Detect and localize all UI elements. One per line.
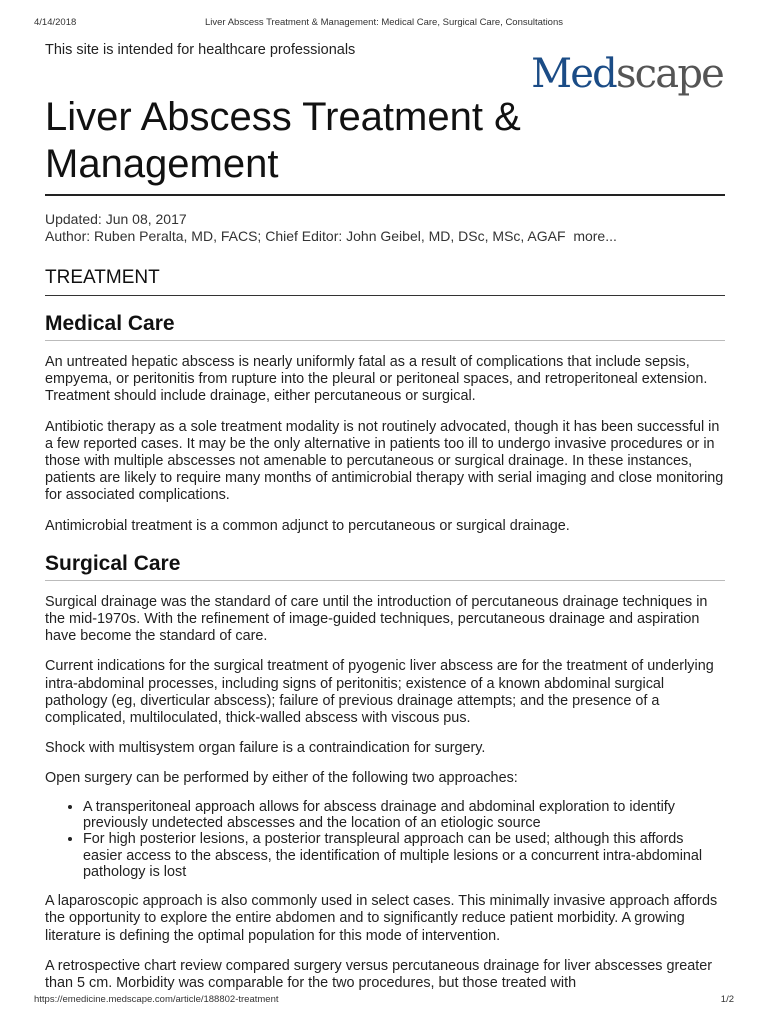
print-header [34,17,734,31]
more-link[interactable]: more... [573,228,617,244]
list-item: • A transperitoneal approach allows for abscess drainage and abdominal exploration to identify previously undetected abscesses and the location of an etiologic source [83,799,725,832]
paragraph: An untreated hepatic abscess is nearly uniformly fatal as a result of complications that include sepsis, empyema, or peritonitis from rupture into the pleural or peritoneal spaces, and retroperitoneal extension. Treatment should include drainage, either percutaneous or surgical. [45,354,708,405]
print-footer [34,994,734,1008]
print-date: 4/14/2018 [34,17,77,28]
paragraph: Antibiotic therapy as a sole treatment modality is not routinely advocated, though it has been successful in a few reported cases. It may be the only alternative in patients too ill to undergo invasive procedures or in those with multiple abscesses not amenable to percutaneous or surgical drainage. In these instances, patients are likely to require many months of antimicrobial therapy with serial imaging and close monitoring for associated complications. [45,418,724,504]
medical-care-heading: Medical Care [45,312,725,341]
page-number: 1/2 [720,994,734,1005]
page-title: Liver Abscess Treatment & Management [45,94,725,196]
paragraph: A laparoscopic approach is also commonly used in select cases. This minimally invasive approach affords the opportunity to explore the entire abdomen and to significantly reduce patient morbidity. A growing literature is defining the optimal population for this mode of intervention. [45,893,718,944]
article [45,40,725,992]
print-url: https://emedicine.medscape.com/article/188802-treatment [34,994,279,1005]
list-item: • For high posterior lesions, a posterior transpleural approach can be used; although this affords easier access to the abscess, the identification of multiple lesions or a concurrent intra-abdominal pathology is lost [83,831,725,880]
updated-date: Updated: Jun 08, 2017 [45,211,187,227]
article-meta [45,211,725,245]
paragraph: Antimicrobial treatment is a common adjunct to percutaneous or surgical drainage. [45,517,570,534]
section-label: TREATMENT [45,267,725,296]
site-note: This site is intended for healthcare professionals [45,42,356,58]
paragraph: Surgical drainage was the standard of care until the introduction of percutaneous drainage techniques in the mid-1970s. With the refinement of image-guided techniques, percutaneous drainage and aspiration have become the standard of care. [45,593,708,645]
author-text: Author: Ruben Peralta, MD, FACS; Chief Editor: John Geibel, MD, DSc, MSc, AGAF [45,228,566,244]
author-line [45,228,725,245]
approach-list [45,799,725,880]
paragraph: Shock with multisystem organ failure is a contraindication for surgery. [45,740,486,757]
medscape-logo[interactable]: Medscape [531,51,723,97]
paragraph: A retrospective chart review compared surgery versus percutaneous drainage for liver abscesses greater than 5 cm. Morbidity was comparable for the two procedures, but those treated with [45,957,713,991]
print-doc-title: Liver Abscess Treatment & Management: Medical Care, Surgical Care, Consultations [205,17,563,28]
surgical-care-heading: Surgical Care [45,552,725,581]
paragraph: Open surgery can be performed by either of the following two approaches: [45,770,518,787]
paragraph: Current indications for the surgical treatment of pyogenic liver abscess are for the treatment of underlying intra-abdominal processes, including signs of peritonitis; existence of a known abdominal surgical pathology (eg, diverticular abscess); failure of previous drainage attempts; and the presence of a complicated, multiloculated, thick-walled abscess with viscous pus. [45,658,714,727]
